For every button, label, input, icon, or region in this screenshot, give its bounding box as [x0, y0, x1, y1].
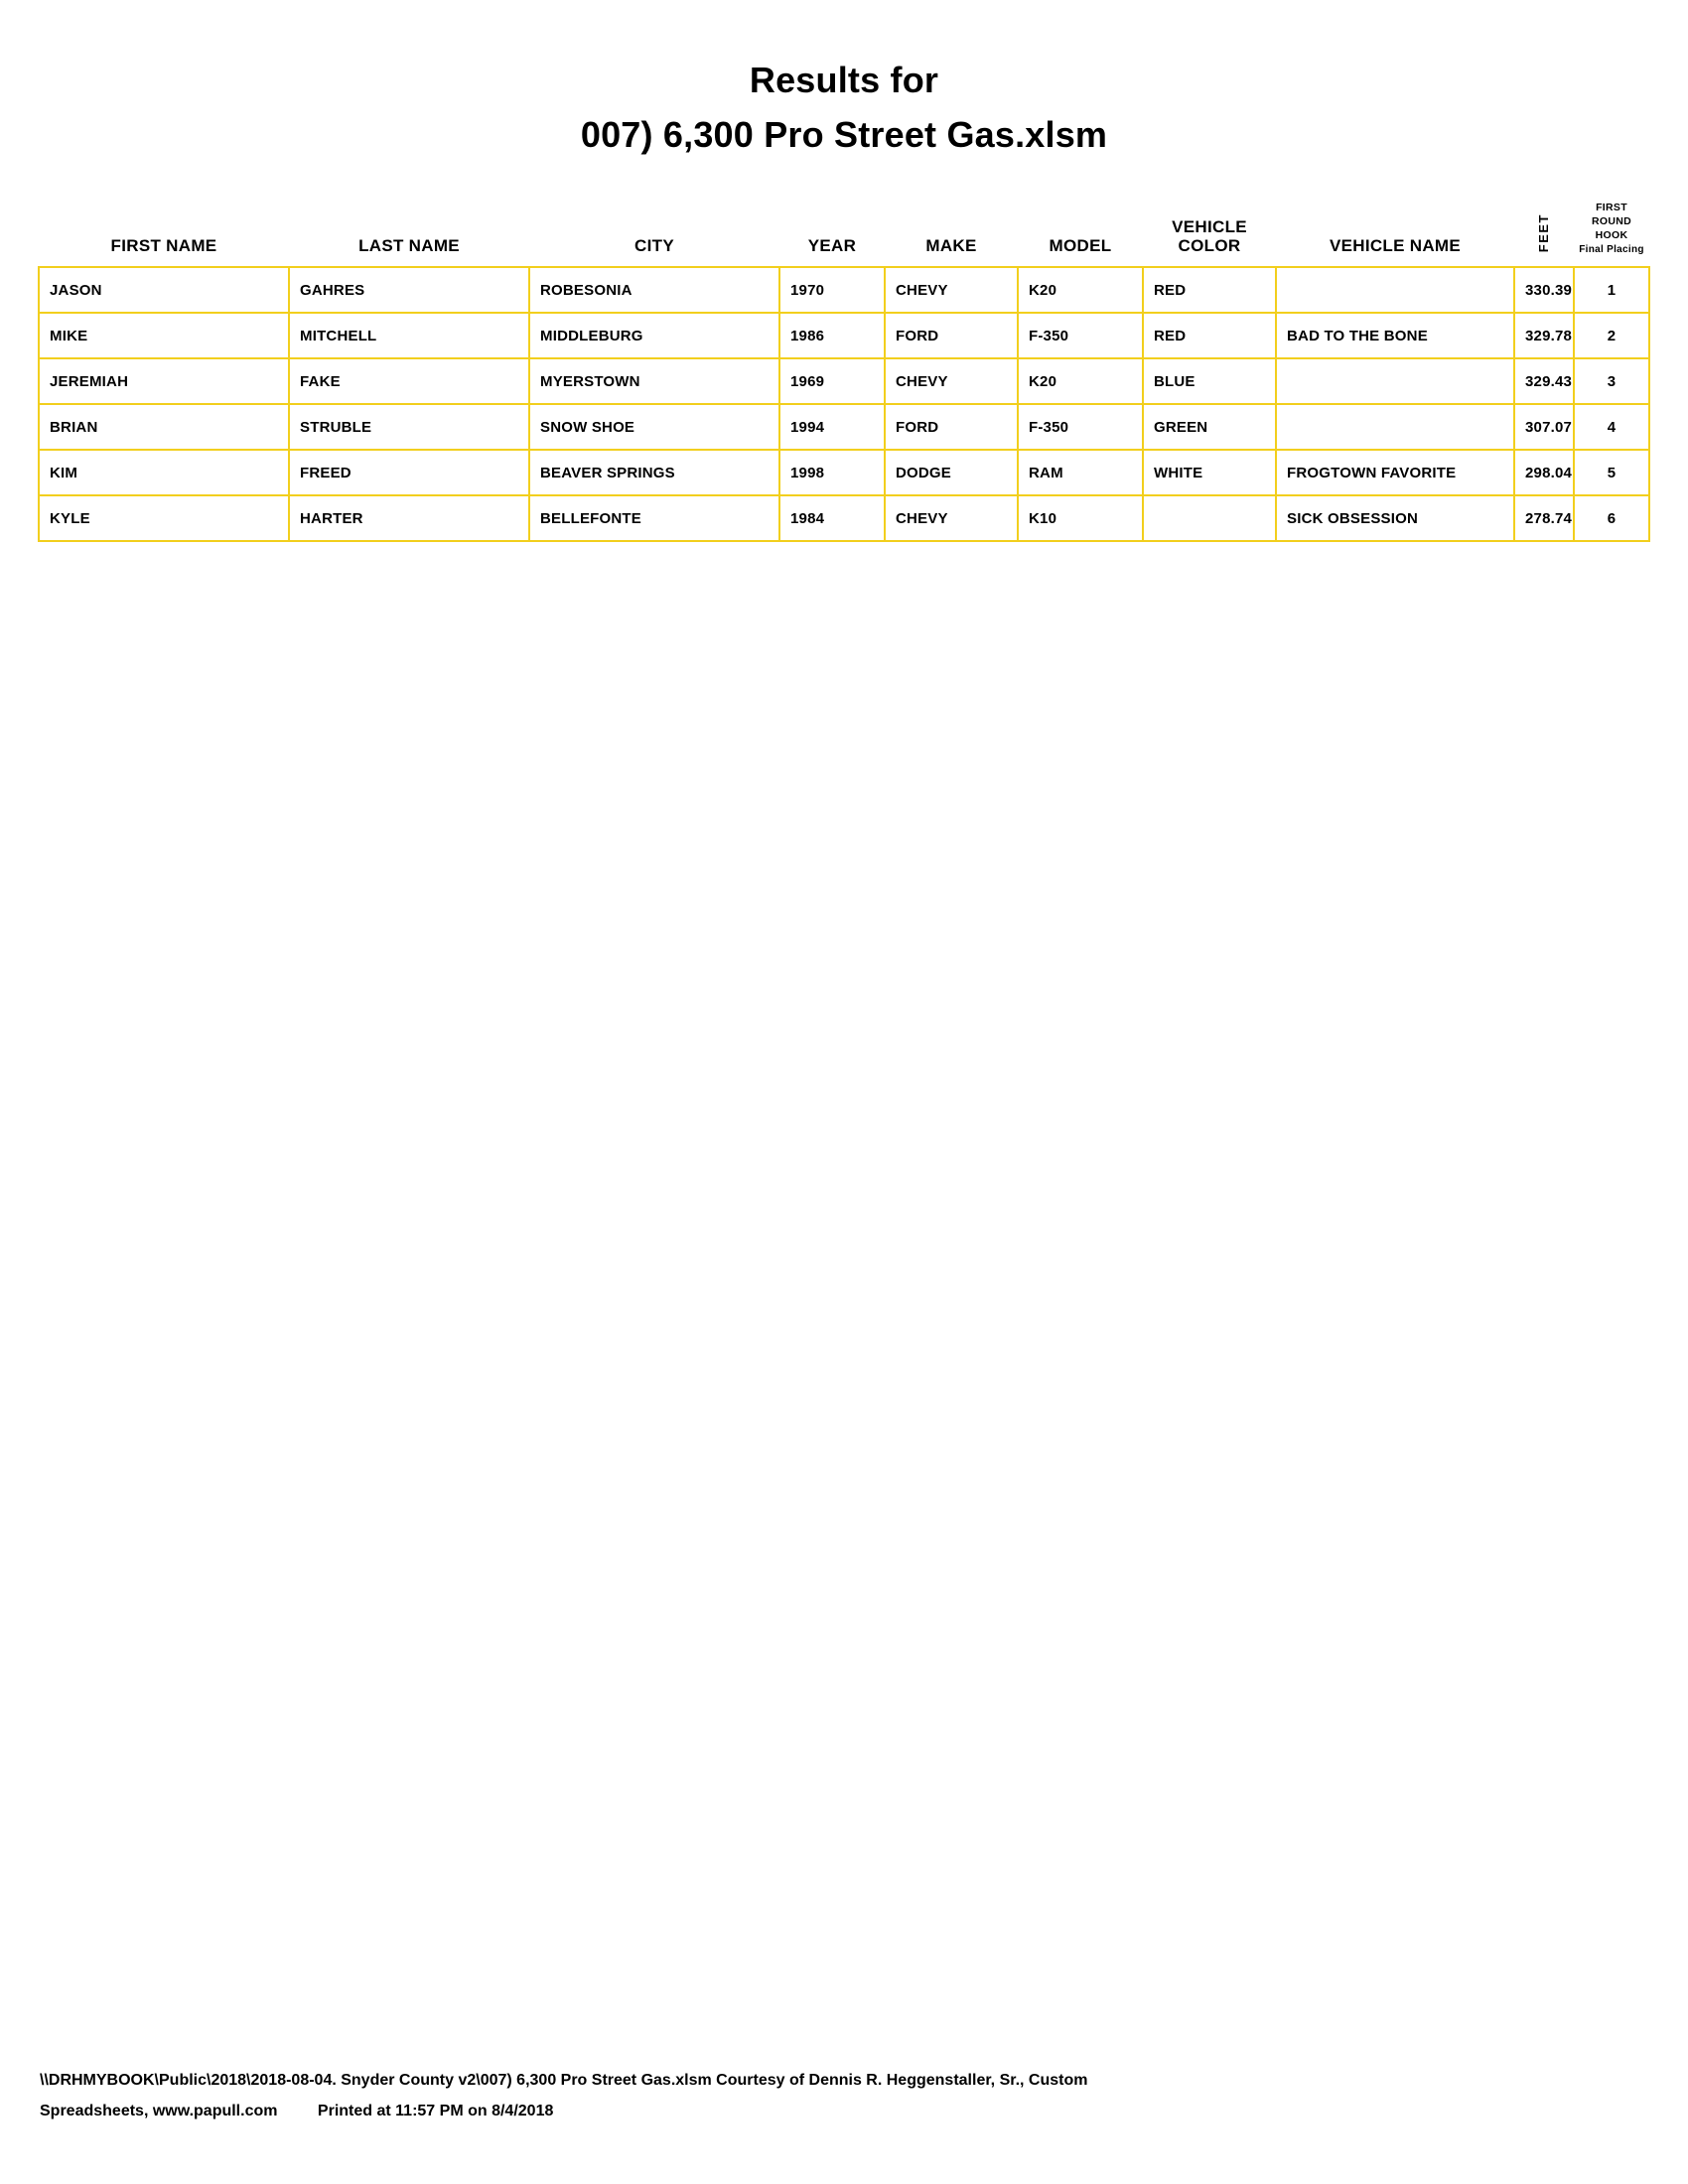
cell-vehicle-color: [1143, 495, 1276, 541]
cell-city: BEAVER SPRINGS: [529, 450, 779, 495]
cell-first-name: KIM: [39, 450, 289, 495]
cell-first-name: JEREMIAH: [39, 358, 289, 404]
placing-line-1: FIRST ROUND: [1592, 202, 1631, 228]
cell-city: BELLEFONTE: [529, 495, 779, 541]
table-header-row: [39, 195, 1649, 267]
cell-first-name: JASON: [39, 267, 289, 313]
cell-city: MYERSTOWN: [529, 358, 779, 404]
cell-feet: 329.78: [1514, 313, 1574, 358]
cell-feet: 307.07: [1514, 404, 1574, 450]
cell-feet: 298.04: [1514, 450, 1574, 495]
results-table-container: [38, 195, 1648, 542]
cell-vehicle-color: BLUE: [1143, 358, 1276, 404]
cell-vehicle-color: RED: [1143, 313, 1276, 358]
column-header-last-name: LAST NAME: [358, 236, 460, 256]
cell-last-name: FAKE: [289, 358, 529, 404]
cell-make: FORD: [885, 313, 1018, 358]
cell-feet: 329.43: [1514, 358, 1574, 404]
cell-year: 1984: [779, 495, 885, 541]
cell-last-name: GAHRES: [289, 267, 529, 313]
placing-line-3: Final Placing: [1579, 243, 1644, 255]
cell-first-name: BRIAN: [39, 404, 289, 450]
table-body: [39, 267, 1649, 541]
footer-credit-line: [40, 2097, 1628, 2126]
cell-make: CHEVY: [885, 267, 1018, 313]
table-row: [39, 495, 1649, 541]
column-header-vehicle-name: VEHICLE NAME: [1329, 236, 1462, 256]
cell-model: K20: [1018, 267, 1143, 313]
table-row: [39, 267, 1649, 313]
column-header-vehicle-color: VEHICLE COLOR: [1172, 216, 1247, 256]
cell-year: 1986: [779, 313, 885, 358]
page-footer: [40, 2066, 1628, 2126]
column-header-feet-label: FEET: [1535, 212, 1551, 253]
cell-placing: 4: [1574, 404, 1649, 450]
table-header: [39, 195, 1649, 267]
cell-placing: 1: [1574, 267, 1649, 313]
cell-vehicle-name: [1276, 404, 1514, 450]
cell-make: CHEVY: [885, 358, 1018, 404]
table-row: [39, 404, 1649, 450]
title-line-1: Results for: [749, 60, 939, 100]
cell-first-name: MIKE: [39, 313, 289, 358]
cell-placing: 3: [1574, 358, 1649, 404]
cell-placing: 6: [1574, 495, 1649, 541]
column-header-model: MODEL: [1049, 236, 1112, 256]
cell-make: DODGE: [885, 450, 1018, 495]
cell-first-name: KYLE: [39, 495, 289, 541]
cell-make: CHEVY: [885, 495, 1018, 541]
cell-vehicle-name: [1276, 267, 1514, 313]
column-header-city: CITY: [634, 236, 674, 256]
cell-vehicle-color: GREEN: [1143, 404, 1276, 450]
cell-city: ROBESONIA: [529, 267, 779, 313]
cell-city: SNOW SHOE: [529, 404, 779, 450]
cell-last-name: MITCHELL: [289, 313, 529, 358]
title-line-2: 007) 6,300 Pro Street Gas.xlsm: [580, 114, 1108, 155]
cell-feet: 330.39: [1514, 267, 1574, 313]
cell-vehicle-name: SICK OBSESSION: [1276, 495, 1514, 541]
cell-model: F-350: [1018, 404, 1143, 450]
column-header-first-name: FIRST NAME: [110, 236, 217, 256]
column-header-year: YEAR: [807, 236, 857, 256]
column-header-final-placing: [1574, 195, 1649, 267]
cell-feet: 278.74: [1514, 495, 1574, 541]
table-row: [39, 450, 1649, 495]
cell-last-name: FREED: [289, 450, 529, 495]
footer-file-path: \\DRHMYBOOK\Public\2018\2018-08-04. Snyder County v2\007) 6,300 Pro Street Gas.xlsm Courtesy of Dennis R. Heggenstaller, Sr., Custom: [40, 2072, 1088, 2090]
footer-website: Spreadsheets, www.papull.com: [40, 2102, 278, 2119]
cell-make: FORD: [885, 404, 1018, 450]
placing-line-2: HOOK: [1595, 229, 1628, 242]
results-table: [38, 195, 1650, 542]
cell-vehicle-name: [1276, 358, 1514, 404]
cell-model: F-350: [1018, 313, 1143, 358]
table-row: [39, 358, 1649, 404]
cell-model: K10: [1018, 495, 1143, 541]
cell-vehicle-name: BAD TO THE BONE: [1276, 313, 1514, 358]
column-header-feet: [1514, 195, 1574, 267]
document-title: [0, 0, 1688, 157]
cell-last-name: HARTER: [289, 495, 529, 541]
cell-placing: 5: [1574, 450, 1649, 495]
cell-vehicle-color: RED: [1143, 267, 1276, 313]
cell-model: K20: [1018, 358, 1143, 404]
cell-last-name: STRUBLE: [289, 404, 529, 450]
table-row: [39, 313, 1649, 358]
cell-model: RAM: [1018, 450, 1143, 495]
cell-year: 1970: [779, 267, 885, 313]
cell-year: 1969: [779, 358, 885, 404]
footer-printed-timestamp: Printed at 11:57 PM on 8/4/2018: [317, 2102, 554, 2119]
cell-vehicle-name: FROGTOWN FAVORITE: [1276, 450, 1514, 495]
cell-year: 1994: [779, 404, 885, 450]
cell-vehicle-color: WHITE: [1143, 450, 1276, 495]
cell-city: MIDDLEBURG: [529, 313, 779, 358]
column-header-make: MAKE: [925, 236, 977, 256]
cell-placing: 2: [1574, 313, 1649, 358]
cell-year: 1998: [779, 450, 885, 495]
